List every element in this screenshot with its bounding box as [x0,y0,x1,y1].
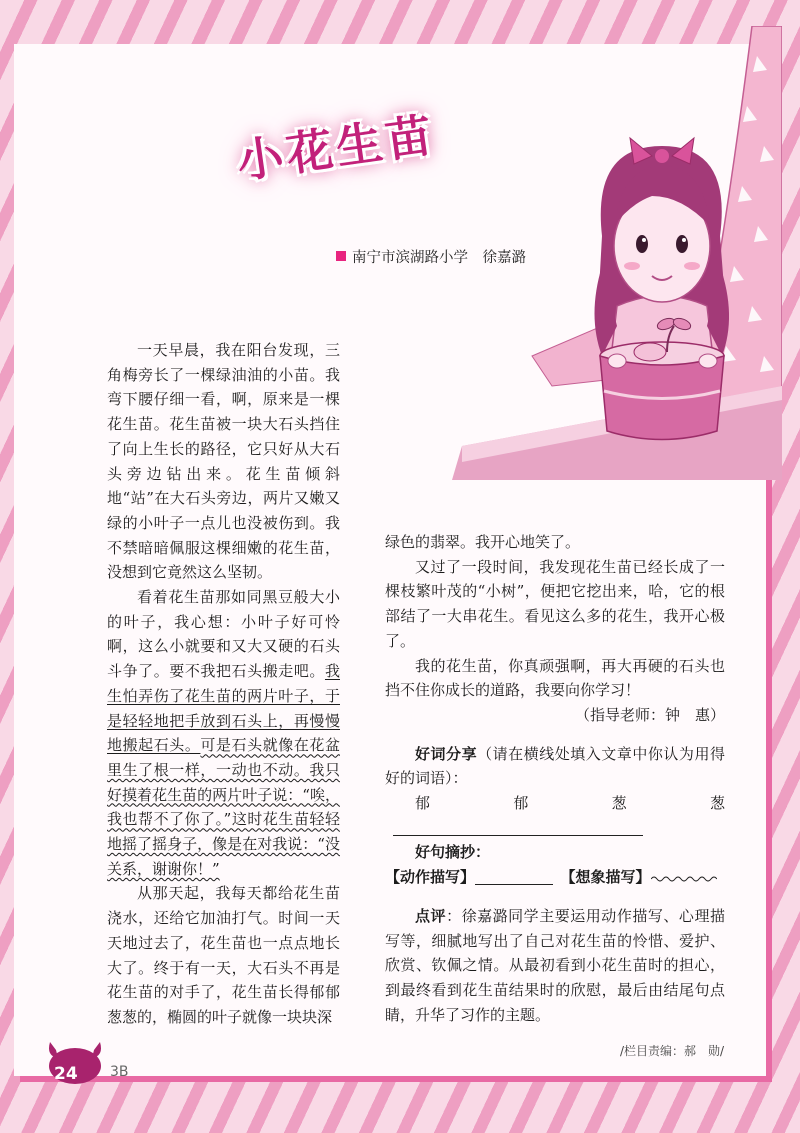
action-tag: 【动作描写】 [385,868,476,887]
good-words-section [385,742,725,791]
paragraph-5: 我的花生苗，你真顽强啊，再大再硬的石头也挡不住你成长的道路，我要向你学习！ [385,656,725,700]
paragraph-1: 一天早晨，我在阳台发现，三角梅旁长了一棵绿油油的小苗。我弯下腰仔细一看，啊，原来是一棵花生苗。花生苗被一块大石头挡住了向上生长的路径，它只好从大石头旁边钻出来。花生苗倾斜地“站”在大石头旁边，两片又嫩又绿的小叶子一点儿也没被伤到。我不禁暗暗佩服这棵细嫩的花生苗，没想到它竟然这么坚韧。 [107,341,340,582]
square-bullet-icon [336,251,346,261]
comment-label: 点评 [415,906,447,925]
teacher-credit: （指导老师：钟 惠） [574,705,725,724]
imagine-wavy-blank-line[interactable] [651,874,717,884]
good-words-label: 好词分享 [415,744,478,763]
good-words-example: 郁郁葱葱 [415,794,725,813]
imagine-tag: 【想象描写】 [568,868,651,887]
paragraph-2: 看着花生苗那如同黑豆般大小的叶子，我心想：小叶子好可怜啊，这么小就要和又大又硬的石头斗争了。要不我把石头搬走吧。我生怕弄伤了花生苗的两片叶子，于是轻轻地把手放到石头上，再慢慢地搬起石头。可是石头就像在花盆里生了根一样，一动也不动。我只好摸着花生苗的两片叶子说：“唉，我也帮不了你了。”这时花生苗轻轻地摇了摇身子，像是在对我说：“没关系，谢谢你！” [107,588,340,878]
paragraph-4: 又过了一段时间，我发现花生苗已经长成了一棵枝繁叶茂的“小树”，便把它挖出来，哈，它的根部结了一大串花生。看见这么多的花生，我开心极了。 [385,557,725,650]
word-blank-line[interactable] [393,835,643,836]
author-line: 南宁市滨湖路小学 徐嘉潞 [352,250,526,266]
paragraph-3-continued: 绿色的翡翠。我开心地笑了。 [385,533,581,551]
underlined-sentence: 我生怕弄伤了花生苗的两片叶子，于是轻轻地把手放到石头上，再慢慢地搬起石头。 [107,662,340,755]
text-column-right [385,530,725,1027]
comment-text: ：徐嘉潞同学主要运用动作描写、心理描写等，细腻地写出了自己对花生苗的怜惜、爱护、欣赏、钦佩之情。从最初看到小花生苗时的担心，到最终看到花生苗结果时的欣慰，最后由结尾句点睛，升华了习作的主题。 [385,906,725,1024]
good-words-note: （请在横线处填入文章中你认为用得好的词语）： [385,744,725,788]
paragraph-3: 从那天起，我每天都给花生苗浇水，还给它加油打气。时间一天天地过去了，花生苗也一点点地长大了。终于有一天，大石头不再是花生苗的对手了，花生苗长得郁郁葱葱的，椭圆的叶子就像一块块深 [107,884,340,1026]
good-sentence-section [385,840,725,865]
magazine-mark: 3B [110,1064,129,1080]
good-sentence-label: 好句摘抄： [415,843,491,862]
article-title: 小花生苗 [233,107,440,189]
wavy-underlined-sentence: 可是石头就像在花盆里生了根一样，一动也不动。我只好摸着花生苗的两片叶子说：“唉，我也帮不了你了。”这时花生苗轻轻地摇了摇身子，像是在对我说：“没关系，谢谢你！” [107,736,340,878]
comment-section [385,904,725,1028]
column-editor: /栏目责编：郝 勋/ [620,1044,725,1058]
text-column-left [107,338,340,1030]
page-number: 24 [54,1064,78,1084]
sentence-tags-row [385,865,725,890]
good-words-row [385,791,725,840]
byline [336,246,526,267]
action-blank-line[interactable] [475,884,553,885]
